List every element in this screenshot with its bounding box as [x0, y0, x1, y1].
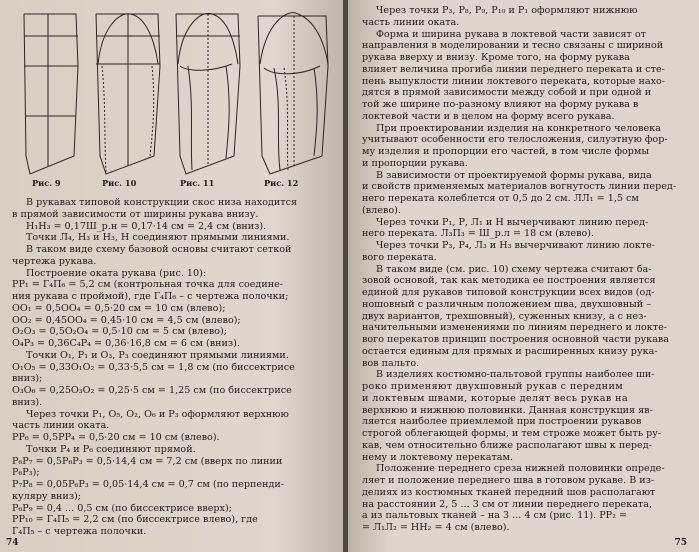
figure-9-drawing — [18, 6, 84, 176]
text-line: роко применяют двухшовный рукав с передним — [362, 381, 624, 392]
text-line: чертежа рукава. — [12, 255, 97, 267]
text-line: Р₆Р₇ = 0,5Р₆Р₃ = 0,5·14,4 см = 7,2 см (вверх по линии — [12, 455, 283, 467]
text-line: направления в моделировании и тесно связаны с шириной — [362, 40, 664, 52]
left-page-text — [12, 197, 338, 538]
text-line: О₁О₅ = 0,33О₁О₂ = 0,33·5,5 см = 1,8 см (по биссектрисе — [12, 361, 295, 373]
text-line: Через точки Р₁, О₅, О₂, О₆ и Р₃ оформляют верхнюю — [26, 408, 289, 420]
text-line: Форма и ширина рукава в локтевой части зависят от — [376, 28, 646, 40]
text-line: Р₆Р₃); — [12, 467, 40, 479]
text-line: Н₁Н₃ = 0,17Ш_р.н = 0,17·14 см = 2,4 см (вниз). — [26, 220, 267, 232]
text-line: пень выпуклости линии локтевого переката, которые нахо- — [362, 75, 666, 87]
text-line: в прямой зависимости от ширины рукава внизу. — [12, 208, 259, 220]
text-line: и пропорции рукава. — [362, 157, 468, 169]
text-line: В таком виде схему базовой основы считают сеткой — [26, 244, 292, 255]
text-line: остается единым для прямых и расширенных книзу рука- — [362, 345, 658, 357]
text-line: ОО₂ = 0,45ОО₄ = 0,45·10 см = 4,5 см (влево); — [12, 314, 241, 326]
page-number-left: 74 — [6, 538, 19, 548]
text-line: куляру вниз); — [12, 490, 82, 502]
text-line: него переката колеблется от 0,5 до 2 см. ЛЛ₁ = 1,5 см — [362, 193, 639, 204]
text-line: и свойств применяемых материалов вогнутость линии перед- — [362, 181, 677, 193]
text-line: единой для рукавов типовой конструкции всех видов (од- — [362, 287, 655, 298]
text-line: В таком виде (см. рис. 10) схему чертежа считают ба- — [376, 263, 652, 275]
text-line: а из пальтовых тканей – на 3 ... 4 см (рис. 11). РР₂ = — [362, 510, 628, 522]
text-line: = Л₁Л₂ = НН₂ = 4 см (влево). — [362, 522, 510, 533]
text-line: вниз). — [12, 396, 43, 408]
text-line: вов пальто. — [362, 357, 420, 369]
text-line: ношовный с различным положением шва, двухшовный – — [362, 298, 652, 310]
text-line: него переката. Л₃П₃ = Ш_р.л = 18 см (влево). — [362, 228, 595, 240]
text-line: зовой основой, так как методика ее построения является — [362, 275, 656, 287]
text-line: ляется наиболее приемлемой при построении рукавов — [362, 416, 642, 428]
text-line: вого перекатов принцип построения основной части рукава — [362, 334, 669, 345]
text-line: О₄Р₃ = 0,36С₄Р₄ = 0,36·16,8 см = 6 см (вниз). — [12, 338, 240, 349]
text-line: При проектировании изделия на конкретного человека — [376, 122, 661, 134]
text-line: РР₁₀ = Г₄П₅ = 2,2 см (по биссектрисе влево), где — [12, 514, 258, 526]
text-line: начительными изменениями по линиям переднего и локте- — [362, 322, 667, 334]
text-line: двух вариантов, трехшовный), суженных книзу, а с нез- — [362, 310, 647, 322]
text-line: РР₆ = 0,5РР₄ = 0,5·20 см = 10 см (влево). — [12, 432, 220, 443]
text-line: вого переката. — [362, 251, 437, 263]
text-line: рукава вверху и внизу. Кроме того, на форму рукава — [362, 52, 630, 63]
figure-11-caption: Рис. 11 — [180, 178, 215, 188]
text-line: нему и локтевому перекатам. — [362, 451, 514, 463]
text-line: верхнюю и нижнюю половинки. Данная конструкция яв- — [362, 404, 653, 416]
text-line: той же ширине по-разному влияют на форму рукава в — [362, 99, 639, 110]
text-line: часть линии оката. — [362, 16, 460, 28]
text-line: локтевой части и в целом на форму всего рукава. — [362, 110, 615, 122]
text-line: учитывают особенности его телосложения, силуэтную фор- — [362, 134, 668, 146]
left-page — [0, 0, 344, 552]
text-line: (влево). — [362, 204, 401, 216]
text-line: В рукавах типовой конструкции скос низа находится — [26, 197, 298, 208]
text-line: ния рукава с проймой), где Г₄П₆ – с чертежа полочки; — [12, 291, 289, 302]
text-line: кав, чем относительно ближе располагают швы к перед- — [362, 439, 652, 451]
text-line: В изделиях костюмно-пальтовой группы наиболее ши- — [376, 369, 655, 381]
figure-10-caption: Рис. 10 — [102, 178, 137, 188]
figure-12-caption: Рис. 12 — [264, 178, 299, 188]
figure-10-drawing — [92, 6, 164, 176]
text-line: Положение переднего среза нижней половинки опреде- — [376, 463, 665, 475]
figure-9-caption: Рис. 9 — [32, 178, 61, 188]
text-line: РР₁ = Г₄П₆ = 5,2 см (контрольная точка для соедине- — [12, 279, 284, 291]
text-line: на расстоянии 2, 5 ... 3 см от линии переднего переката, — [362, 498, 652, 510]
text-line: часть линии оката. — [12, 420, 110, 432]
text-line: ОО₁ = 0,5ОО₄ = 0,5·20 см = 10 см (влево); — [12, 302, 226, 314]
text-line: му изделия и пропорции его частей, в том числе формы — [362, 146, 649, 157]
text-line: строгой облегающей формы, и тем строже может быть ру- — [362, 428, 662, 439]
text-line: влияет величина прогиба линии переднего переката и сте- — [362, 63, 665, 75]
text-line: Точки Р₄ и Р₆ соединяют прямой. — [26, 443, 196, 455]
right-page — [348, 0, 699, 552]
text-line: О₃О₆ = 0,25О₃О₂ = 0,25·5 см = 1,25 см (по биссектрисе — [12, 385, 292, 396]
text-line: В зависимости от проектируемой формы рукава, вида — [376, 169, 652, 181]
right-page-text — [362, 5, 692, 534]
text-line: Через точки Р₃, Р₄, Л₃ и Н₃ вычерчивают линию локте- — [376, 240, 656, 251]
figure-12-drawing — [254, 6, 334, 176]
text-line: Р₇Р₈ = 0,05Р₆Р₃ = 0,05·14,4 см = 0,7 см (по перпенди- — [12, 479, 285, 490]
text-line: Точки Л₄, Н₃ и Н₃, Н соединяют прямыми линиями. — [26, 232, 290, 244]
text-line: Р₆Р₉ = 0,4 ... 0,5 см (по биссектрисе вверх); — [12, 502, 232, 514]
text-line: ляет и положение переднего шва в готовом рукаве. В из- — [362, 475, 655, 486]
text-line: О₂О₃ = 0,5О₂О₄ = 0,5·10 см = 5 см (влево); — [12, 326, 228, 338]
figure-11-drawing — [172, 6, 244, 176]
text-line: делиях из костюмных тканей передний шов располагают — [362, 486, 656, 498]
text-line: дятся в прямой зависимости между собой и при одной и — [362, 87, 652, 99]
text-line: Точки О₁, Р₁ и О₃, Р₃ соединяют прямыми линиями. — [26, 349, 289, 361]
text-line: и локтевым швами, которые делят весь рукав на — [362, 392, 629, 404]
text-line: Через точки Р₃, Р₈, Р₉, Р₁₀ и Р₁ оформляют нижнюю — [376, 5, 638, 16]
text-line: Г₄П₅ – с чертежа полочки. — [12, 526, 147, 537]
page-number-right: 75 — [674, 538, 687, 548]
text-line: Через точки Р₁, Р, Л₁ и Н вычерчивают линию перед- — [376, 216, 649, 228]
text-line: вниз); — [12, 373, 43, 385]
figures-row — [16, 6, 336, 192]
text-line: Построение оката рукава (рис. 10): — [26, 267, 207, 279]
